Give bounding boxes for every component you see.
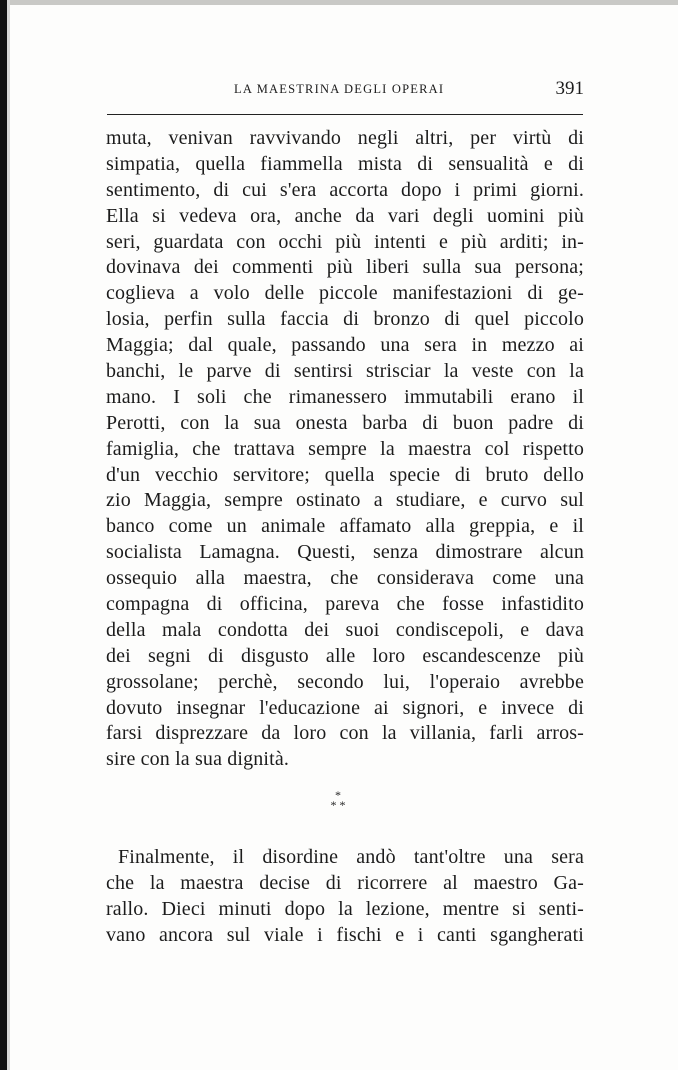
page-number: 391 <box>555 78 584 99</box>
text-line: muta, venivan ravvivando negli altri, per virtù di <box>106 127 584 149</box>
running-head <box>104 80 584 98</box>
text-line: banco come un animale affamato alla greppia, e il <box>106 515 584 538</box>
text-line: che la maestra decise di ricorrere al maestro Ga- <box>106 871 584 894</box>
text-line: Finalmente, il disordine andò tant'oltre una sera <box>118 846 584 868</box>
running-head-text: LA MAESTRINA DEGLI OPERAI <box>234 82 445 96</box>
text-line: vano ancora sul viale i fischi e i canti sgangherati <box>106 923 584 946</box>
text-line: grossolane; perchè, secondo lui, l'operaio avrebbe <box>106 670 584 693</box>
text-line: rallo. Dieci minuti dopo la lezione, mentre si senti- <box>106 897 584 920</box>
text-line: dovinava dei commenti più liberi sulla sua persona; <box>106 256 584 279</box>
asterism-top: * <box>335 788 341 802</box>
text-line: simpatia, quella fiammella mista di sensualità e di <box>106 152 584 175</box>
text-line: della mala condotta dei suoi condiscepoli, e dava <box>106 618 584 641</box>
page-header <box>104 80 584 104</box>
text-line: farsi disprezzare da loro con la villania, farli arros- <box>106 722 584 745</box>
paragraph-2 <box>106 845 584 949</box>
binding-shadow <box>0 0 7 1070</box>
text-line: sire con la sua dignità. <box>106 748 289 771</box>
text-line: dovuto insegnar l'educazione ai signori, e invece di <box>106 696 584 719</box>
asterism-bottom: * * <box>330 798 346 812</box>
header-rule <box>107 114 583 115</box>
text-line: seri, guardata con occhi più intenti e più arditi; in- <box>106 230 584 253</box>
text-line: socialista Lamagna. Questi, senza dimostrare alcun <box>106 541 584 564</box>
text-line: mano. I soli che rimanessero immutabili erano il <box>106 385 584 408</box>
paragraph-1 <box>106 126 584 773</box>
text-line: Perotti, con la sua onesta barba di buon padre di <box>106 411 584 434</box>
text-line: Maggia; dal quale, passando una sera in mezzo ai <box>106 334 584 357</box>
text-line: ossequio alla maestra, che considerava come una <box>106 567 584 590</box>
binding-gutter <box>7 0 10 1070</box>
section-break-asterism <box>318 790 358 820</box>
text-line: banchi, le parve di sentirsi strisciar la veste con la <box>106 360 584 383</box>
text-line: losia, perfin sulla faccia di bronzo di quel piccolo <box>106 308 584 331</box>
text-line: coglieva a volo delle piccole manifestazioni di ge- <box>106 282 584 305</box>
text-line: dei segni di disgusto alle loro escandescenze più <box>106 644 584 667</box>
text-line: zio Maggia, sempre ostinato a studiare, e curvo sul <box>106 489 584 512</box>
page-top-edge <box>0 0 678 5</box>
text-line: sentimento, di cui s'era accorta dopo i primi giorni. <box>106 178 584 201</box>
text-line: d'un vecchio servitore; quella specie di bruto dello <box>106 463 584 486</box>
text-line: compagna di officina, pareva che fosse infastidito <box>106 593 584 616</box>
text-line: famiglia, che trattava sempre la maestra col rispetto <box>106 437 584 460</box>
text-line: Ella si vedeva ora, anche da vari degli uomini più <box>106 204 584 227</box>
